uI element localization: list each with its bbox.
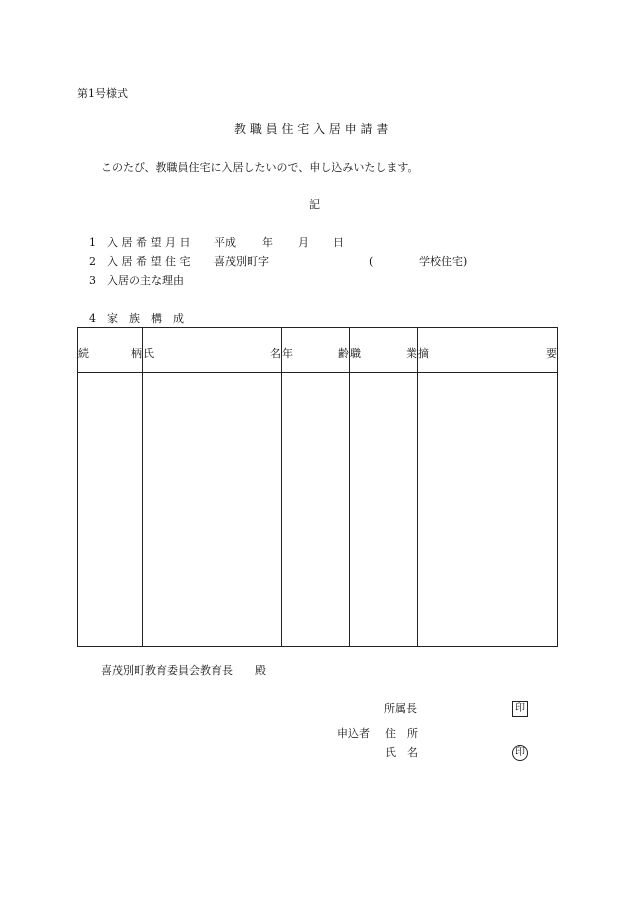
- intro-text: このたび、教職員住宅に入居したいので、申し込みいたします。: [101, 161, 419, 174]
- relationship-cell[interactable]: [78, 373, 143, 647]
- head-seal-mark: 印: [512, 701, 528, 717]
- name-label: 氏 名: [385, 746, 418, 759]
- occupation-cell[interactable]: [350, 373, 418, 647]
- applicant-label: 申込者: [337, 727, 370, 740]
- header-occupation: [350, 328, 418, 373]
- applicant-seal-mark: 印: [512, 745, 528, 761]
- age-cell[interactable]: [282, 373, 350, 647]
- item-2-number: 2: [89, 255, 96, 268]
- family-table-header-row: [78, 328, 558, 373]
- item-1-month: 月: [298, 236, 309, 249]
- item-4-label: 家 族 構 成: [107, 312, 184, 325]
- item-2-paren-open: (: [369, 255, 374, 268]
- header-age-char-2: 齢: [338, 347, 349, 360]
- header-name: [143, 328, 282, 373]
- family-table-body-row: [78, 373, 558, 647]
- name-cell[interactable]: [143, 373, 282, 647]
- header-relationship: [78, 328, 143, 373]
- address-label: 住 所: [385, 727, 418, 740]
- form-number: 第1号様式: [77, 87, 128, 100]
- item-3-label: 入居の主な理由: [107, 274, 184, 287]
- item-2-school-housing: 学校住宅): [419, 255, 468, 268]
- item-2-label: 入 居 希 望 住 宅: [107, 255, 191, 268]
- header-remarks-char-2: 要: [546, 347, 557, 360]
- header-age-char-1: 年: [282, 347, 293, 360]
- header-relationship-char-2: 柄: [131, 347, 142, 360]
- header-name-char-2: 名: [270, 347, 281, 360]
- item-1-label: 入 居 希 望 月 日: [107, 236, 191, 249]
- item-2-town: 喜茂別町字: [214, 255, 269, 268]
- header-remarks: [418, 328, 558, 373]
- remarks-cell[interactable]: [418, 373, 558, 647]
- family-table: [77, 327, 558, 647]
- header-name-char-1: 氏: [143, 347, 154, 360]
- document-title: 教 職 員 住 宅 入 居 申 請 書: [234, 122, 389, 136]
- addressee: 喜茂別町教育委員会教育長 殿: [101, 664, 266, 677]
- item-1-day: 日: [333, 236, 344, 249]
- header-relationship-char-1: 続: [78, 347, 89, 360]
- header-occupation-char-1: 職: [350, 347, 361, 360]
- head-of-office-label: 所属長: [384, 702, 417, 715]
- item-1-number: 1: [89, 236, 96, 249]
- item-1-year: 年: [262, 236, 273, 249]
- header-remarks-char-1: 摘: [418, 347, 429, 360]
- item-1-era: 平成: [214, 236, 236, 249]
- item-3-number: 3: [89, 274, 96, 287]
- header-age: [282, 328, 350, 373]
- item-4-number: 4: [89, 312, 96, 325]
- ki-heading: 記: [309, 198, 320, 211]
- header-occupation-char-2: 業: [406, 347, 417, 360]
